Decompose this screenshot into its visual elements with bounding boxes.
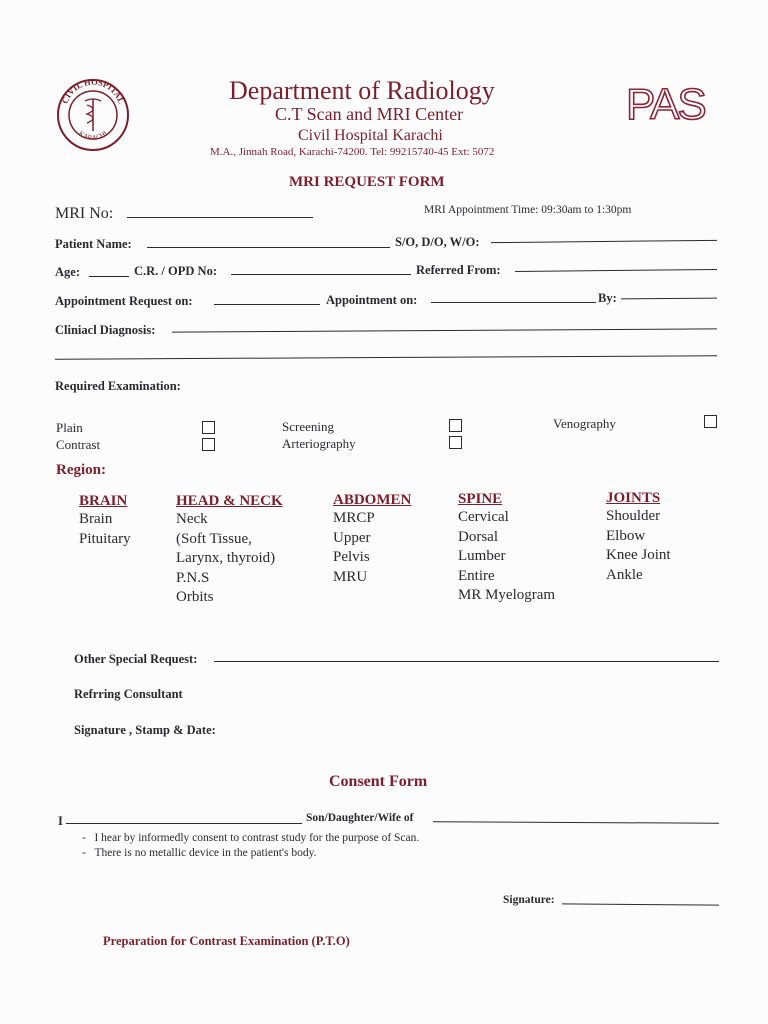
orbits-item: Orbits — [176, 589, 214, 605]
center-subtitle: C.T Scan and MRI Center — [275, 104, 464, 124]
mri-no-field[interactable] — [127, 217, 313, 218]
ankle-item: Ankle — [606, 566, 643, 583]
consent-bullet-1-text: I hear by informedly consent to contrast study for the purpose of Scan. — [94, 832, 420, 844]
pituitary-item: Pituitary — [79, 530, 131, 547]
bullet-dash: - — [82, 847, 86, 859]
arteriography-checkbox[interactable] — [449, 436, 462, 449]
contrast-preparation-note: Preparation for Contrast Examination (P.T.O) — [103, 934, 350, 948]
region-heading: Region: — [56, 462, 106, 478]
mr-myelogram-item: MR Myelogram — [458, 587, 556, 603]
clinical-diagnosis-field-line-2[interactable] — [55, 355, 717, 359]
age-label: Age: — [55, 265, 80, 279]
pas-logo — [624, 80, 712, 126]
venography-label: Venography — [553, 416, 616, 431]
region-column-spine — [458, 491, 555, 606]
referring-consultant-label: Refrring Consultant — [74, 687, 183, 701]
civil-hospital-seal-logo — [55, 77, 131, 153]
age-field[interactable] — [89, 276, 129, 277]
screening-label: Screening — [282, 419, 334, 434]
consent-signature-field[interactable] — [562, 903, 719, 905]
pas-logo-text: PAS — [626, 80, 705, 126]
brain-item: Brain — [79, 511, 113, 527]
entire-item: Entire — [458, 567, 495, 584]
screening-checkbox[interactable] — [449, 419, 462, 432]
upper-item: Upper — [333, 529, 371, 546]
department-title: Department of Radiology — [229, 76, 495, 105]
bullet-dash: - — [82, 832, 86, 844]
arteriography-label: Arteriography — [282, 436, 356, 451]
required-examination-heading: Required Examination: — [55, 379, 181, 393]
referred-from-label: Referred From: — [416, 263, 501, 277]
mru-item: MRU — [333, 568, 368, 585]
dorsal-item: Dorsal — [458, 528, 498, 545]
appointment-on-label: Appointment on: — [326, 293, 418, 307]
contrast-label: Contrast — [56, 437, 101, 452]
venography-checkbox[interactable] — [704, 415, 717, 428]
clinical-diagnosis-field[interactable] — [172, 328, 717, 332]
pelvis-item: Pelvis — [333, 549, 370, 565]
svg-text:KARACHI — [77, 129, 109, 142]
cr-opd-field[interactable] — [231, 274, 411, 275]
head-neck-heading: HEAD & NECK — [176, 493, 283, 509]
pns-item: P.N.S — [176, 569, 210, 586]
seal-bottom-text: KARACHI — [77, 129, 109, 142]
clinical-diagnosis-label: Cliniacl Diagnosis: — [55, 323, 156, 337]
cr-opd-label: C.R. / OPD No: — [134, 264, 217, 278]
neck-item: Neck — [176, 511, 208, 527]
soft-tissue-item: (Soft Tissue, — [176, 530, 252, 547]
appointment-request-label: Appointment Request on: — [55, 294, 193, 308]
consent-form-title: Consent Form — [329, 773, 428, 790]
plain-label: Plain — [56, 420, 83, 435]
signature-stamp-date-label: Signature , Stamp & Date: — [74, 723, 216, 737]
other-special-request-label: Other Special Request: — [74, 652, 198, 666]
brain-heading: BRAIN — [79, 493, 128, 509]
consent-bullet-2 — [82, 847, 316, 859]
region-column-joints — [606, 490, 671, 585]
consent-signature-label: Signature: — [503, 894, 555, 906]
mri-no-label: MRI No: — [55, 205, 114, 222]
elbow-item: Elbow — [606, 527, 646, 544]
appointment-on-field[interactable] — [431, 302, 596, 303]
patient-name-field[interactable] — [147, 247, 390, 248]
contrast-checkbox[interactable] — [202, 438, 215, 451]
appointment-time-note: MRI Appointment Time: 09:30am to 1:30pm — [424, 204, 632, 216]
relation-field[interactable] — [491, 240, 717, 243]
mrcp-item: MRCP — [333, 510, 375, 526]
patient-name-label: Patient Name: — [55, 237, 132, 251]
by-field[interactable] — [621, 298, 717, 300]
appointment-request-field[interactable] — [214, 304, 320, 305]
larynx-thyroid-item: Larynx, thyroid) — [176, 550, 276, 566]
form-title: MRI REQUEST FORM — [289, 174, 445, 190]
consent-i-label: I — [58, 814, 63, 828]
lumber-item: Lumber — [458, 548, 506, 564]
relation-of-label: Son/Daughter/Wife of — [306, 812, 414, 824]
hospital-name: Civil Hospital Karachi — [298, 127, 443, 144]
by-label: By: — [598, 291, 617, 305]
referred-from-field[interactable] — [515, 269, 717, 272]
cervical-item: Cervical — [458, 509, 509, 525]
consent-bullet-1 — [82, 832, 419, 844]
region-column-head-neck — [176, 493, 283, 608]
joints-heading: JOINTS — [606, 490, 661, 506]
consent-bullet-2-text: There is no metallic device in the patient's body. — [94, 847, 317, 859]
shoulder-item: Shoulder — [606, 508, 661, 524]
region-column-brain — [79, 493, 131, 549]
abdomen-heading: ABDOMEN — [333, 492, 412, 508]
relation-label: S/O, D/O, W/O: — [395, 235, 480, 249]
plain-checkbox[interactable] — [202, 421, 215, 434]
spine-heading: SPINE — [458, 491, 503, 507]
consent-relation-field[interactable] — [433, 821, 719, 823]
other-special-request-field[interactable] — [214, 661, 719, 662]
consent-name-field[interactable] — [66, 823, 302, 824]
region-column-abdomen — [333, 492, 411, 587]
hospital-address: M.A., Jinnah Road, Karachi-74200. Tel: 99215740-45 Ext: 5072 — [210, 146, 495, 158]
seal-ring-text: CIVIL HOSPITAL — [59, 77, 127, 105]
knee-joint-item: Knee Joint — [606, 547, 671, 563]
